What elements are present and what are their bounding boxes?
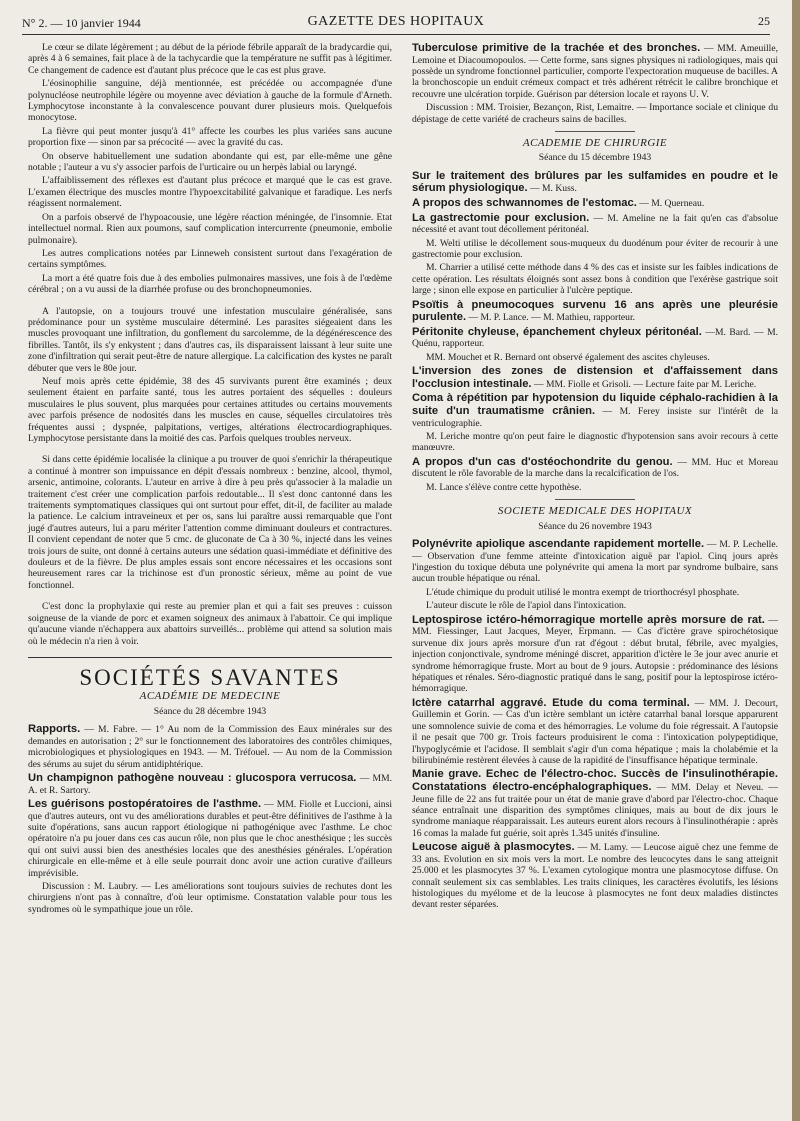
- entry: Manie grave. Echec de l'électro-choc. Succès de l'insulinothérapie. Constatations électro-encéphalographiques. — MM. Delay et Neveu. — Jeune fille de 22 ans fut traitée pour un état de manie grave d'abord par l'électro-choc. Chaque séance entraînait une disparition des symptômes cliniques, mais au bout de dix jours le syndrome maniaque réapparaissait. Les auteurs eurent alors recours à l'insulinothérapie : après 16 comas la malade fut guérie, soit après 1.345 unités d'insuline.: [412, 768, 778, 839]
- entry: La gastrectomie pour exclusion. — M. Ameline ne la fait qu'en cas d'absolue nécessité et avant tout décollement péritonéal.: [412, 211, 778, 236]
- societe-medicale-heading: SOCIETE MEDICALE DES HOPITAUX: [497, 505, 693, 518]
- entry: Polynévrite apiolique ascendante rapidement mortelle. — M. P. Lechelle. — Observation d'une femme atteinte d'intoxication aiguë par l'apiol. Cinq jours après l'ingestion du toxique débuta une polynévrite qui amena la mort par syndrome bulbaire, sans aucun trouble hépatique ou rénal.: [412, 538, 778, 585]
- entry: A propos des schwannomes de l'estomac. — M. Querneau.: [412, 197, 705, 210]
- paragraph: Neuf mois après cette épidémie, 38 des 45 survivants purent être examinés ; deux seulement étaient en parfaite santé, tous les autres portaient des séquelles : douleurs musculaires le plus souvent, plus marquées pour certaines attitudes ou certains mouvements avec parfois présence de nodosités dans les muscles en cause, séquelles circulatoires très fréquentes aussi ; dyspnée, palpitations, vertiges, altérations électrocardiographiques. Lymphocytose persistante dans la moitié des cas. Parfois quelques troubles nerveux.: [28, 375, 392, 444]
- entry: Sur le traitement des brûlures par les sulfamides en poudre et le sérum physiologique. — M. Kuss.: [412, 169, 778, 195]
- entry: Leptospirose ictéro-hémorragique mortelle après morsure de rat. — MM. Fiessinger, Laut Jacques, Meyer, Erpmann. — Cas d'ictère grave spirochétosique survenue dix jours après morsure d'un rat d'égout : début brutal, fébrile, avec myalgies, injection conjonctivale, syndrome méningé discret, apparition d'ictère le 3e jour avec anurie et syndrome hémorragique fruste. Mort au bout de 9 jours. Autopsie : prédominance des lésions hépatiques et rénales. Séro-diagnostic pratiqué dans le sang, positif pour la leptospirose ictéro-hémorragique.: [412, 613, 778, 695]
- section-divider: [555, 499, 635, 500]
- seance-date: Séance du 28 décembre 1943: [153, 705, 267, 717]
- left-column: [28, 42, 392, 917]
- journal-title: GAZETTE DES HOPITAUX: [307, 14, 485, 29]
- entry: L'auteur discute le rôle de l'apiol dans l'intoxication.: [426, 600, 627, 612]
- paragraph: L'éosinophilie sanguine, déjà mentionnée, est précédée ou accompagnée d'une polynucléose neutrophile légère ou moyenne avec déviation à gauche de la formule d'Arneth. Lymphocytose inconstante à la convalescence pouvant durer plusieurs mois. Quelquefois monocytose.: [28, 78, 392, 124]
- section-divider: [555, 131, 635, 132]
- paragraph: L'affaiblissement des réflexes est d'autant plus précoce et marqué que le cas est grave. L'examen électrique des muscles montre l'hypoexcitabilité galvanique et faradique. Les nerfs réagissent normalement.: [28, 175, 392, 210]
- page-header: [22, 10, 770, 32]
- academie-medecine-heading: ACADÉMIE DE MEDECINE: [139, 690, 281, 703]
- entry: L'étude chimique du produit utilisé le montra exempt de triorthocrésyl phosphate.: [426, 586, 740, 598]
- paragraph: La mort a été quatre fois due à des embolies pulmonaires massives, une fois à de l'œdème cérébral ; on a vu aussi de la diarrhée profuse ou des bronchopneumonies.: [28, 272, 392, 296]
- entry: M. Welti utilise le décollement sous-muqueux du duodénum pour éviter de recourir à une gastrectomie pour exclusion.: [412, 237, 778, 261]
- paragraph: La fièvre qui peut monter jusqu'à 41° affecte les courbes les plus variées sans aucune proportion fixe — sinon par sa précocité — avec la gravité du cas.: [28, 125, 392, 149]
- entry: Discussion : MM. Troisier, Bezançon, Rist, Lemaitre. — Importance sociale et clinique du dépistage de cette variété de cracheurs sains de bacilles.: [412, 102, 778, 125]
- issue-date: N° 2. — 10 janvier 1944: [22, 16, 141, 30]
- entry: Tuberculose primitive de la trachée et des bronches. — MM. Ameuille, Lemoine et Diacoumopoulos. — Cette forme, sans signes physiques ni radiologiques, mais qui possède un syndrome fonctionnel particulier, comporte l'expectoration muqueuse de bacilles. A la bronchoscopie un enduit crémeux compact et très adhérent rétrécit le calibre bronchique et recouvre une ulcération torpide. Guérison par détersion locale et rayons U. V.: [412, 42, 779, 100]
- page-number: 25: [758, 14, 770, 28]
- paragraph: On a parfois observé de l'hypoacousie, une légère réaction méningée, de l'insomnie. Etat intellectuel normal. Rien aux poumons, sauf complication intercurrente (pneumonie, embolie pulmonaire).: [28, 211, 392, 246]
- entry: Péritonite chyleuse, épanchement chyleux péritonéal. —M. Bard. — M. Quénu, rapporteur.: [412, 325, 778, 350]
- entry: Un champignon pathogène nouveau : glucospora verrucosa. — MM. A. et R. Sartory.: [28, 771, 393, 796]
- paragraph: Le cœur se dilate légèrement ; au début de la période fébrile apparaît de la bradycardie qui, après 4 à 6 semaines, fait place à de la tachycardie que la température ne suffit pas à légitimer. Ce changement de cadence est d'autant plus précoce que le cas est plus grave.: [28, 42, 392, 76]
- societes-savantes-heading: SOCIÉTÉS SAVANTES: [28, 657, 392, 683]
- academie-chirurgie-heading: ACADEMIE DE CHIRURGIE: [522, 137, 668, 150]
- entry: Les guérisons postopératoires de l'asthme. — MM. Fiolle et Luccioni, ainsi que d'autres auteurs, ont vu des améliorations durables et peut-être définitives de l'asthme à la suite d'opérations, sans aucun rapport étiologique ni pathogénique avec l'asthme. Le choc opératoire n'a pu jouer dans ces cas aucun rôle, non plus que le choc anesthésique ; les succès qui ont suivi aussi bien des anesthésies locales que des anesthésies générales. L'opération chirurgicale en elle-même et à elle seule pourrait donc avoir une action curative d'ailleurs imprévisible.: [28, 797, 392, 879]
- paragraph: A l'autopsie, on a toujours trouvé une infestation musculaire généralisée, sans prédominance pour un système musculaire déterminé. Les parasites siégeaient dans les muscles provoquant une infiltration, du gonflement du sarcolemme, de la dégénérescence des fibrilles. Tantôt, ils s'y enkystent ; dans d'autres cas, ils disparaissent laissant à leur suite une zone d'infiltration qui serait peut-être de nature allergique. La calcification des kystes ne paraît débuter que vers le 80e jour.: [28, 305, 392, 374]
- entry: L'inversion des zones de distension et d'affaissement dans l'occlusion intestinale. — MM. Fiolle et Grisoli. — Lecture faite par M. Leriche.: [412, 365, 778, 390]
- page-edge-binding: [792, 0, 800, 1121]
- entry: Leucose aiguë à plasmocytes. — M. Lamy. — Leucose aiguë chez une femme de 33 ans. Evolution en six mois vers la mort. Le nombre des leucocytes dans le sang atteignit 25.000 et les plasmocytes 37 %. L'examen cytologique montra une plasmocytose diffuse. On connaît seulement six cas semblables. Les traits cliniques, les caractères évolutifs, les lésions histologiques du myélome et de la leucose à plasmocytes ne font deux maladies distinctes devant rester séparées.: [412, 841, 778, 911]
- entry: Psoïtis à pneumocoques survenu 16 ans après une pleurésie purulente. — M. P. Lance. — M. Mathieu, rapporteur.: [412, 298, 778, 324]
- entry: Coma à répétition par hypotension du liquide céphalo-rachidien à la suite d'un traumatisme crânien. — M. Ferey insiste sur l'intérêt de la ventriculographie.: [412, 392, 779, 429]
- entry: A propos d'un cas d'ostéochondrite du genou. — MM. Huc et Moreau discutent le rôle favorable de la marche dans la recalcification de l'os.: [412, 455, 778, 480]
- paragraph: On observe habituellement une sudation abondante qui est, par elle-même une gêne notable ; l'auteur a vu s'y associer parfois de l'urticaire ou un herpès labial ou laryngé.: [28, 150, 392, 174]
- seance-date: Séance du 26 novembre 1943: [538, 520, 652, 532]
- entry: Discussion : M. Laubry. — Les améliorations sont toujours suivies de rechutes dont les chirurgiens n'ont pas à connaître, d'où leur optimisme. Constatation valable pour tous les syndromes où le sympathique joue un rôle.: [28, 880, 392, 915]
- paragraph: Si dans cette épidémie localisée la clinique a pu trouver de quoi s'enrichir la thérapeutique a continué à montrer son impuissance en dépit d'essais nombreux : benzine, alcool, thymol, arsenic, antimoine, colorants. L'auteur en arrive à dire à peu près qu'associer à la maladie un traitement c'est créer une complication parfois redoutable... Il s'est donc cantonné dans les traitements symptomatiques classiques qui ont surtout pour effet, dit-il, de faciliter au malade la patience. Le calcium intraveineux et per os, sans lui paraître aussi remarquable que l'ont jugé d'autres auteurs, lui a paru mériter l'attention comme diminuant douleurs et contractures. Il convient cependant de noter que 5 cmc. de gluconate de Ca à 30 %, injecté dans les veines trois jours de suite, ont donné à certains auteurs une sédation quasi-immédiate et définitive des douleurs et de la fièvre. De plus amples essais sont encore nécessaires et les occasions sont heureusement rares car la trichinose est d'un pronostic sérieux, même au point de vue fonctionnel.: [28, 454, 392, 591]
- entry: M. Charrier a utilisé cette méthode dans 4 % des cas et insiste sur les faibles indications de cette opération. Les résultats éloignés sont assez bons à condition que l'exérèse gastrique soit large ; sinon elle expose en particulier à l'ulcère peptique.: [412, 262, 778, 297]
- seance-date: Séance du 15 décembre 1943: [538, 152, 652, 164]
- entry: Rapports. — M. Fabre. — 1° Au nom de la Commission des Eaux minérales sur des demandes en autorisation ; 2° sur le fonctionnement des laboratoires des contrôles chimiques, microbiologiques et physiologiques en 1943. — M. Tréfouel. — Au nom de la Commission des sérums au sujet du sérum antidiphtérique.: [28, 723, 392, 770]
- paragraph: C'est donc la prophylaxie qui reste au premier plan et qui a fait ses preuves : cuisson soigneuse de la viande de porc et examen soigneux des animaux à l'abattoir. Ce qui implique qu'aucune viande n'échappera aux abattoirs surveillés... problème qui attend sa solution mais où le médecin n'a rien à voir.: [28, 601, 392, 647]
- entry: Ictère catarrhal aggravé. Etude du coma terminal. — MM. J. Decourt, Guillemin et Gorin. — Cas d'un ictère semblant un ictère catarrhal banal lorsque apparurent une somnolence suivie de coma et des hémorragies. Le volume du foie régressait. A l'autopsie il ne pesait que 700 gr. Trois facteurs produisirent le coma : l'intoxication polypeptidique, l'hypoglycémie et l'acidose. Il semblait s'agir d'un coma hépatique ; mais la cholabémie et la bilirubinémie restèrent élevées à cause de la rapidité de l'insuffisance hépatique terminale.: [412, 696, 778, 766]
- header-rule: [22, 34, 770, 35]
- paragraph: Les autres complications notées par Linneweh consistent surtout dans l'exagération de certains symptômes.: [28, 247, 392, 271]
- right-column: [412, 42, 778, 913]
- entry: M. Leriche montre qu'on peut faire le diagnostic d'hypotension sans avoir recours à cette manœuvre.: [412, 431, 778, 454]
- entry: M. Lance s'élève contre cette hypothèse.: [426, 481, 582, 493]
- entry: MM. Mouchet et R. Bernard ont observé également des ascites chyleuses.: [426, 351, 710, 363]
